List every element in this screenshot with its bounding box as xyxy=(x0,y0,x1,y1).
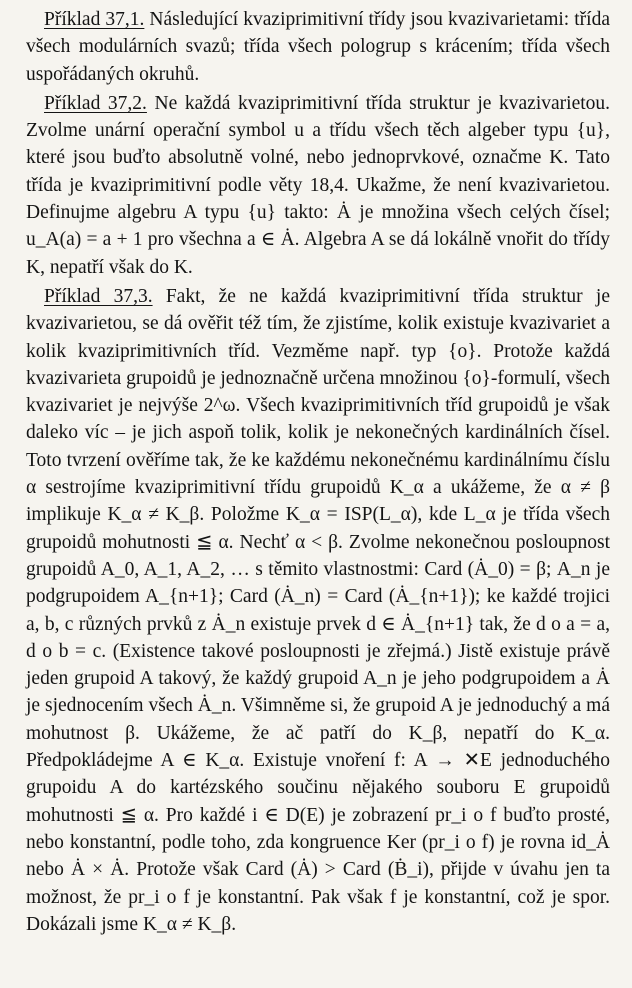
example-text: Následující kvaziprimitivní třídy jsou kvazivarietami: třída všech modulárních svazů; třída všech pologrup s krácením; třída všech uspořádaných okruhů. xyxy=(26,9,610,85)
example-label: Příklad 37,2. xyxy=(44,92,147,114)
example-label: Příklad 37,1. xyxy=(44,9,145,30)
example-37-2 xyxy=(26,90,610,281)
example-text: Ne každá kvaziprimitivní třída struktur je kvazivarietou. Zvolme unární operační symbol u a třídu všech těch algeber typu {u}, které jsou buďto absolutně volné, nebo jednoprvkové, označme K. Tato třída je kvaziprimitivní podle věty 18,4. Ukažme, že není kvazivarietou. Definujme algebru A typu {u} takto: Ȧ je množina všech celých čísel; u_A(a) = a + 1 pro všechna a ∈ Ȧ. Algebra A se dá lokálně vnořit do třídy K, nepatří však do K. xyxy=(26,92,611,278)
example-text: Fakt, že ne každá kvaziprimitivní třída struktur je kvazivarietou, se dá ověřit též tím, že zjistíme, kolik existuje kvazivariet a kolik kvaziprimitivních tříd. Vezměme např. typ {o}. Protože každá kvazivarieta grupoidů je jednoznačně určena množinou {o}-formulí, všech kvazivariet je nejvýše 2^ω. Všech kvaziprimitivních tříd grupoidů je však daleko víc – je jich aspoň tolik, kolik je nekonečných kardinálních čísel. Toto tvrzení ověříme tak, že ke každému nekonečnému kardinálnímu číslu α sestrojíme kvaziprimitivní třídu grupoidů K_α a ukážeme, že α ≠ β implikuje K_α ≠ K_β. Položme K_α = ISP(L_α), kde L_α je třída všech grupoidů mohutnosti ≦ α. Nechť α < β. Zvolme nekonečnou posloupnost grupoidů A_0, A_1, A_2, … s těmito vlastnostmi: Card (Ȧ_0) = β; A_n je podgrupoidem A_{n+1}; Card (Ȧ_n) = Card (Ȧ_{n+1}); ke každé trojici a, b, c různých prvků z Ȧ_n existuje prvek d ∈ Ȧ_{n+1} tak, že d o a = a, d o b = c. (Existence takové posloupnosti je zřejmá.) Jistě existuje právě jeden grupoid A takový, že každý grupoid A_n je jeho podgrupoidem a Ȧ je sjednocením všech Ȧ_n. Všimněme si, že grupoid A je jednoduchý a má mohutnost β. Ukážeme, že ač patří do K_β, nepatří do K_α. Předpokládejme A ∈ K_α. Existuje vnoření f: A → ✕E jednoduchého grupoidu A do kartézského součinu nějakého souboru E grupoidů mohutnosti ≦ α. Pro každé i ∈ D(E) je zobrazení pr_i o f buďto prosté, nebo konstantní, podle toho, zda kongruence Ker (pr_i o f) je rovna id_Ȧ nebo Ȧ × Ȧ. Protože však Card (Ȧ) > Card (Ḃ_i), přijde v úvahu jen ta možnost, že pr_i o f je konstantní. Pak však f je konstantní, což je spor. Dokázali jsme K_α ≠ K_β. xyxy=(26,285,611,935)
example-label: Příklad 37,3. xyxy=(44,285,153,307)
example-37-3 xyxy=(26,283,610,938)
example-37-1 xyxy=(26,6,610,88)
